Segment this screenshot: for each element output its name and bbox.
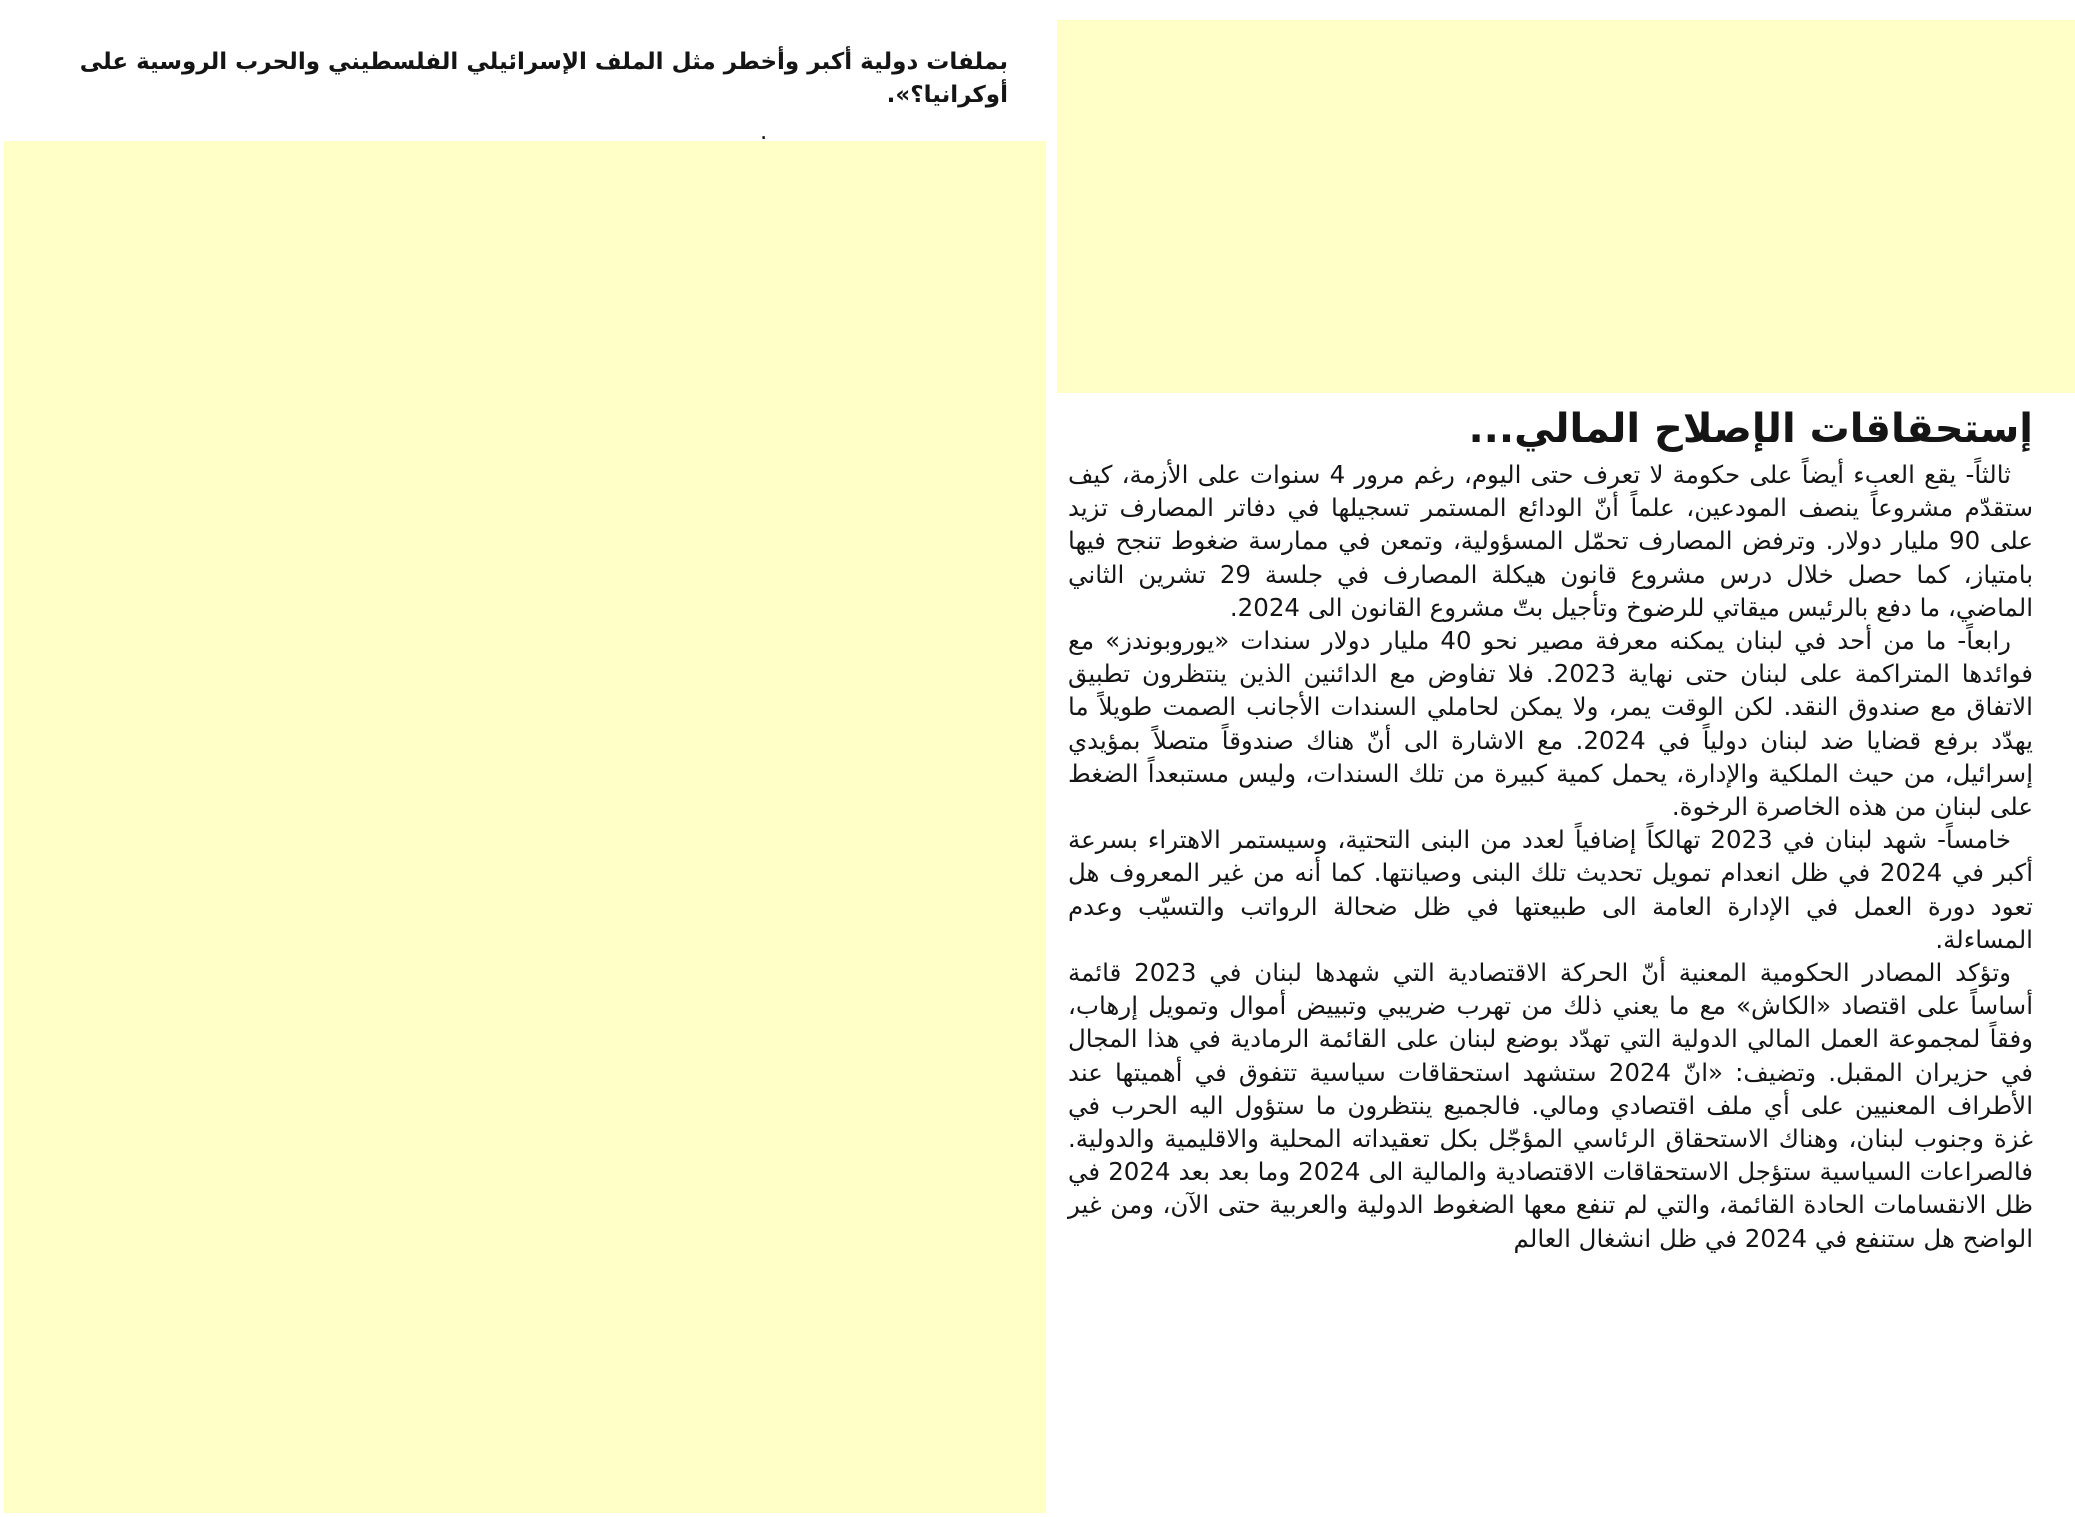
left-column-text: بملفات دولية أكبر وأخطر مثل الملف الإسرائيلي الفلسطيني والحرب الروسية على أوكرانيا؟». [79, 49, 1008, 108]
article-paragraph: ثالثاً- يقع العبء أيضاً على حكومة لا تعرف حتى اليوم، رغم مرور 4 سنوات على الأزمة، كيف ستقدّم مشروعاً ينصف المودعين، علماً أنّ الودائع المستمر تسجيلها في دفاتر المصارف تزيد على 90 مليار دولار. وترفض المصارف تحمّل المسؤولية، وتمعن في ممارسة ضغوط تنجح فيها بامتياز، كما حصل خلال درس مشروع قانون هيكلة المصارف في جلسة 29 تشرين الثاني الماضي، ما دفع بالرئيس ميقاتي للرضوخ وتأجيل بتّ مشروع القانون الى 2024. [1068, 460, 2034, 622]
article [1068, 402, 2033, 1255]
left-column-clipped-text: . [760, 122, 768, 142]
article-paragraph: وتؤكد المصادر الحكومية المعنية أنّ الحركة الاقتصادية التي شهدها لبنان في 2023 قائمة أساساً على اقتصاد «الكاش» مع ما يعني ذلك من تهرب ضريبي وتبييض أموال وتمويل إرهاب، وفقاً لمجموعة العمل المالي الدولية التي تهدّد بوضع لبنان على القائمة الرمادية في هذا المجال في حزيران المقبل. وتضيف: «انّ 2024 ستشهد استحقاقات سياسية تتفوق في أهميتها عند الأطراف المعنيين على أي ملف اقتصادي ومالي. فالجميع ينتظرون ما ستؤول اليه الحرب في غزة وجنوب لبنان، وهناك الاستحقاق الرئاسي المؤجّل بكل تعقيداته المحلية والاقليمية والدولية. فالصراعات السياسية ستؤجل الاستحقاقات الاقتصادية والمالية الى 2024 وما بعد بعد 2024 في ظل الانقسامات الحادة القائمة، والتي لم تنفع معها الضغوط الدولية والعربية حتى الآن، ومن غير الواضح هل ستنفع في 2024 في ظل انشغال العالم [1068, 958, 2034, 1253]
article-paragraph: رابعاً- ما من أحد في لبنان يمكنه معرفة مصير نحو 40 مليار دولار سندات «يوروبوندز» مع فوائدها المتراكمة على لبنان حتى نهاية 2023. فلا تفاوض مع الدائنين الذين ينتظرون تطبيق الاتفاق مع صندوق النقد. لكن الوقت يمر، ولا يمكن لحاملي السندات الأجانب الصمت طويلاً ما يهدّد برفع قضايا ضد لبنان دولياً في 2024. مع الاشارة الى أنّ هناك صندوقاً متصلاً بمؤيدي إسرائيل، من حيث الملكية والإدارة، يحمل كمية كبيرة من تلك السندات، وليس مستبعداً الضغط على لبنان من هذه الخاصرة الرخوة. [1068, 626, 2033, 822]
right-top-ad-block [1057, 20, 2075, 393]
left-ad-block [4, 141, 1046, 1513]
article-paragraph: خامساً- شهد لبنان في 2023 تهالكاً إضافياً لعدد من البنى التحتية، وسيستمر الاهتراء بسرعة أكبر في 2024 في ظل انعدام تمويل تحديث تلك البنى وصيانتها. كما أنه من غير المعروف هل تعود دورة العمل في الإدارة العامة الى طبيعتها في ظل ضحالة الرواتب والتسيّب وعدم المساءلة. [1068, 825, 2034, 954]
article-title: إستحقاقات الإصلاح المالي... [1468, 406, 2033, 452]
